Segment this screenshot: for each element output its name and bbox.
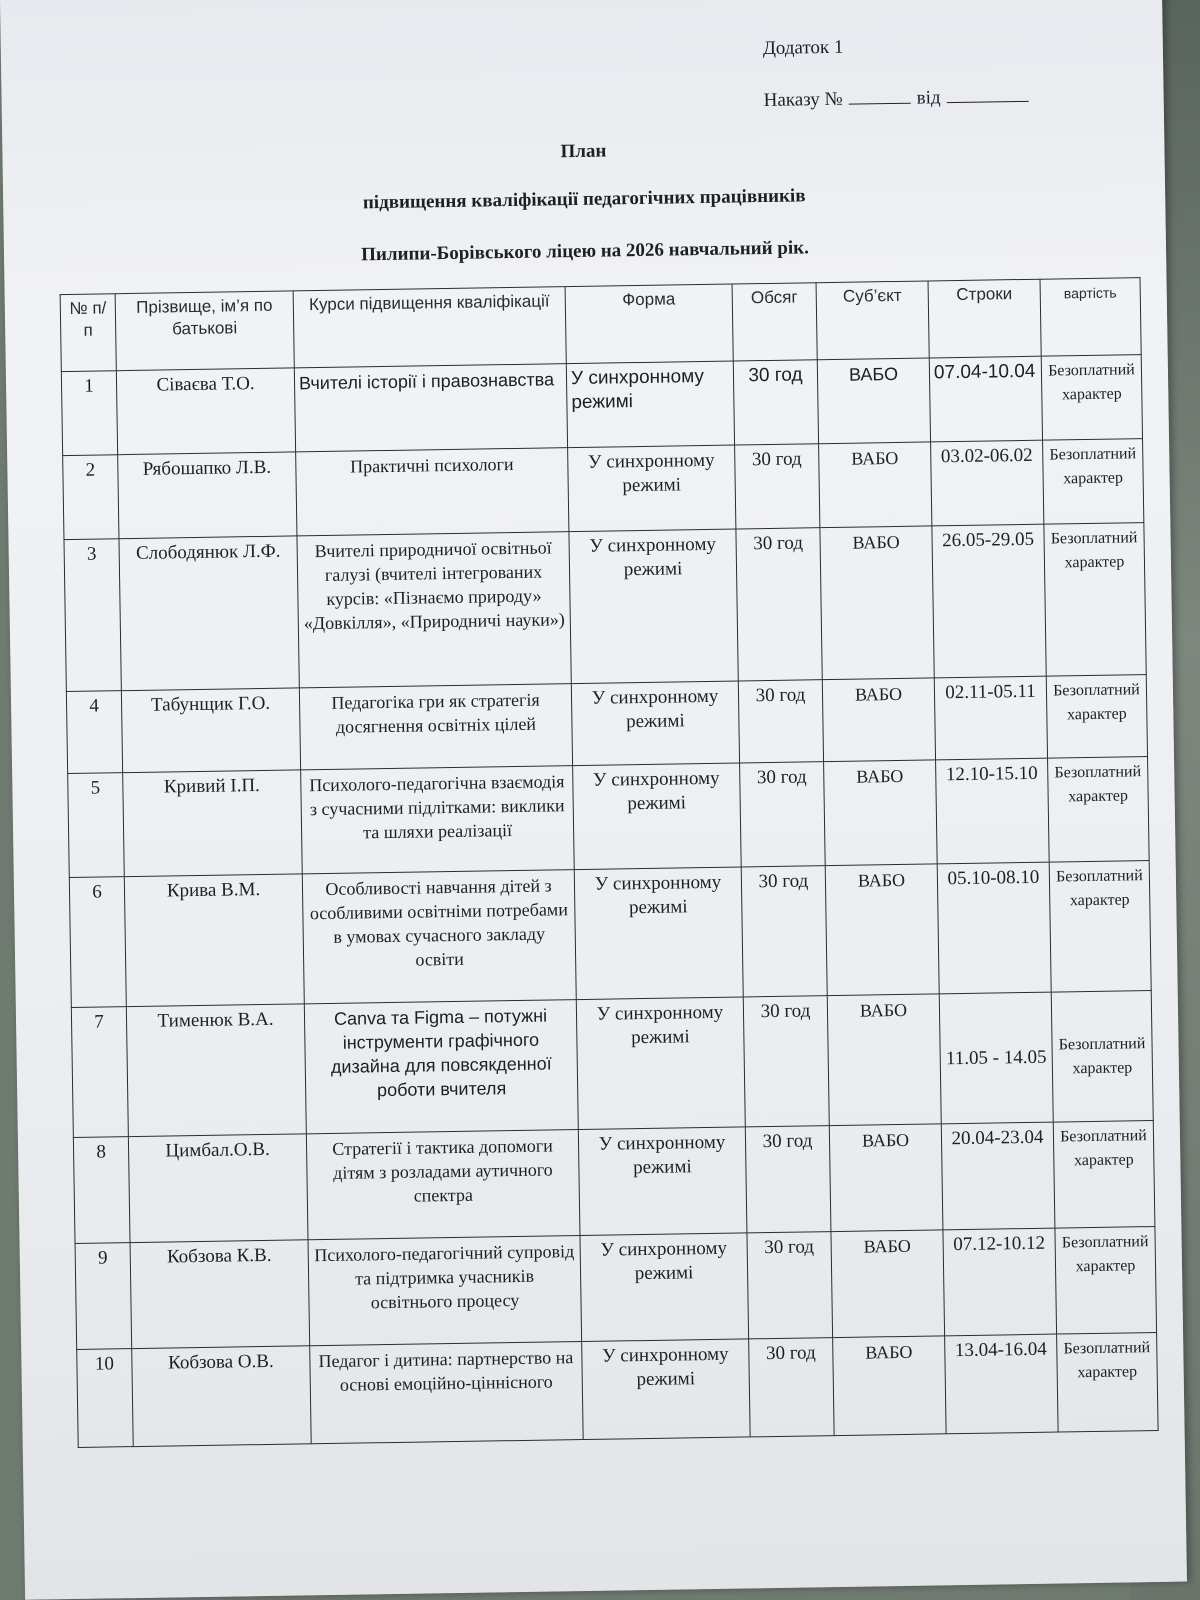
row-cost: Безоплатний характер [1043,439,1144,525]
header-form: Форма [565,284,733,364]
table-row [69,861,1151,1008]
row-dates: 07.12-10.12 [943,1228,1057,1336]
row-form: У синхронному режимі [578,1127,747,1236]
table-row [73,1121,1155,1244]
row-hours: 30 год [733,360,818,445]
row-name: Слободянюк Л.Ф. [119,536,299,691]
row-subject: ВАБО [831,1230,945,1338]
row-form: У синхронному режимі [576,997,745,1130]
header-hours: Обсяг [732,283,817,361]
training-plan-table [60,277,1159,1448]
order-number-blank [849,103,911,105]
header-dates: Строки [928,279,1041,358]
row-course: Психолого-педагогічний супровід та підтримка учасників освітнього процесу [308,1236,582,1346]
row-course: Особливості навчання дітей з особливими освітніми потребами в умовах сучасного закладу освіти [302,870,576,1004]
row-dates: 02.11-05.11 [934,676,1047,760]
row-cost: Безоплатний характер [1041,355,1142,441]
row-subject: ВАБО [819,442,932,528]
order-date-blank [947,101,1029,103]
row-cost: Безоплатний характер [1053,1121,1155,1229]
row-cost: Безоплатний характер [1051,991,1153,1123]
row-cost: Безоплатний характер [1057,1332,1159,1432]
row-name: Тименюк В.А. [126,1004,306,1137]
header-name: Прізвище, ім’я по батькові [115,291,294,371]
row-num: 5 [68,773,125,878]
row-cost: Безоплатний характер [1044,523,1146,677]
row-form: У синхронному режимі [566,361,734,448]
row-hours: 30 год [738,680,823,763]
row-cost: Безоплатний характер [1048,757,1150,863]
row-dates: 05.10-08.10 [937,862,1051,994]
row-form: У синхронному режимі [574,867,743,1000]
row-dates: 12.10-15.10 [936,758,1050,864]
row-hours: 30 год [743,996,829,1127]
row-hours: 30 год [749,1338,835,1437]
row-course: Canva та Figma – потужні інструменти графічного дизайна для повсякденної роботи вчителя [304,1000,578,1134]
row-course: Педагогіка гри як стратегія досягнення освітніх цілей [299,684,572,770]
row-course: Вчителі історії і правознавства [294,364,567,452]
row-name: Крива В.М. [124,874,304,1007]
appendix-label: Додаток 1 [762,36,844,60]
document-title: План [560,140,607,163]
table-row [71,991,1153,1138]
row-dates: 26.05-29.05 [932,524,1046,678]
row-num: 4 [66,691,122,774]
row-hours: 30 год [747,1232,833,1339]
row-num: 8 [73,1137,130,1244]
row-course: Педагог і дитина: партнерство на основі емоційно-ціннісного [310,1342,584,1444]
row-subject: ВАБО [822,678,935,762]
row-name: Табунщик Г.О. [121,688,300,773]
row-form: У синхронному режимі [568,445,736,532]
row-num: 2 [63,455,119,540]
row-hours: 30 год [741,866,827,997]
order-label: Наказу № [763,88,843,112]
row-name: Цимбал.О.В. [128,1134,308,1243]
row-dates: 13.04-16.04 [945,1334,1059,1434]
order-reference [764,85,1094,112]
row-subject: ВАБО [833,1336,947,1436]
row-num: 9 [75,1243,132,1350]
row-subject: ВАБО [827,994,941,1126]
order-from-label: від [916,87,941,109]
row-hours: 30 год [745,1126,831,1233]
row-hours: 30 год [740,762,826,867]
row-num: 10 [77,1349,134,1448]
row-subject: ВАБО [824,760,938,866]
document-subtitle: підвищення кваліфікації педагогічних працівників [362,185,806,214]
row-form: У синхронному режимі [580,1233,749,1342]
table-row [68,757,1150,878]
row-subject: ВАБО [820,526,934,680]
row-hours: 30 год [735,444,820,529]
row-dates: 20.04-23.04 [941,1122,1055,1230]
row-name: Кривий І.П. [123,770,303,877]
row-course: Стратегії і тактика допомоги дітям з розладами аутичного спектра [306,1130,580,1240]
row-name: Кобзова О.В. [132,1346,312,1447]
row-subject: ВАБО [817,358,930,444]
document-subtitle-institution: Пилипи-Борівського ліцею на 2026 навчальний рік. [360,237,810,266]
row-cost: Безоплатний характер [1049,861,1151,993]
row-name: Кобзова К.В. [130,1240,310,1349]
table-row [77,1332,1158,1447]
header-num: № п/п [60,294,116,372]
row-course: Практичні психологи [296,448,569,536]
row-form: У синхронному режимі [569,529,738,684]
row-form: У синхронному режимі [582,1339,751,1440]
header-subject: Суб’єкт [816,281,929,360]
header-cost: вартість [1040,278,1141,357]
header-course: Курси підвищення кваліфікації [293,287,566,368]
row-form: У синхронному режимі [573,763,742,870]
table-row [64,523,1146,692]
row-name: Сіваєва Т.О. [116,368,295,455]
row-num: 1 [61,371,117,456]
row-dates: 07.04-10.04 [929,356,1042,442]
row-dates: 11.05 - 14.05 [939,992,1053,1124]
row-course: Психолого-педагогічна взаємодія з сучасними підлітками: виклики та шляхи реалізації [301,766,575,874]
table-row [75,1227,1157,1350]
row-num: 7 [71,1007,128,1138]
row-subject: ВАБО [825,864,939,996]
row-course: Вчителі природничої освітньої галузі (вчителі інтегрованих курсів: «Пізнаємо природу» «Довкілля», «Природничі науки») [297,532,571,688]
row-num: 6 [69,877,126,1008]
row-hours: 30 год [736,528,822,681]
row-name: Рябошапко Л.В. [118,452,297,539]
row-form: У синхронному режимі [571,681,739,766]
row-subject: ВАБО [829,1124,943,1232]
row-num: 3 [64,539,121,692]
row-cost: Безоплатний характер [1055,1227,1157,1335]
row-dates: 03.02-06.02 [931,440,1044,526]
row-cost: Безоплатний характер [1046,675,1147,759]
